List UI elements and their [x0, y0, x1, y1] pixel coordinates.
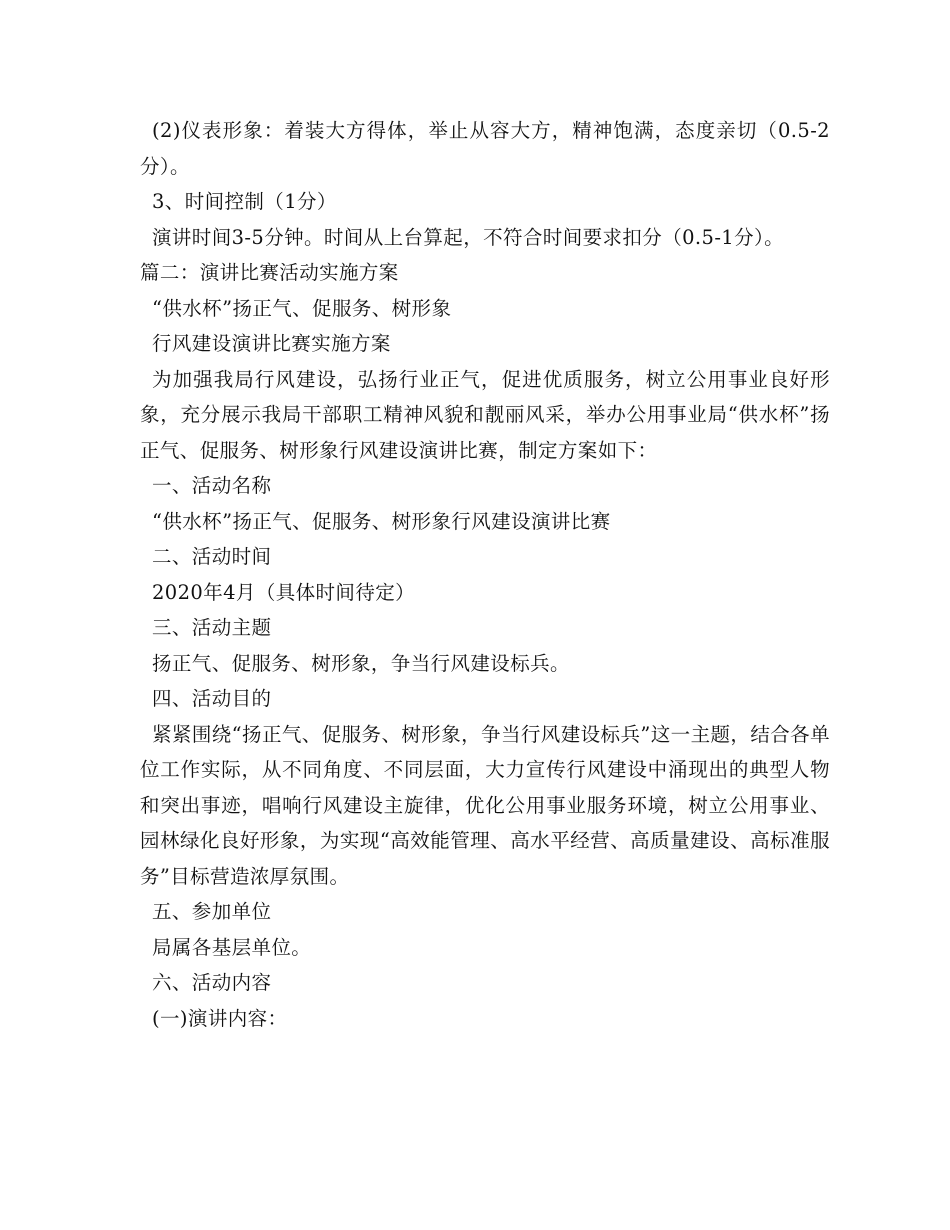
heading-activity-name: 一、活动名称 — [152, 474, 272, 497]
paragraph-speech-duration: 演讲时间3-5分钟。时间从上台算起，不符合时间要求扣分（0.5-1分）。 — [152, 225, 785, 249]
participants-value: 局属各基层单位。 — [152, 935, 312, 959]
chapter-title: 篇二：演讲比赛活动实施方案 — [140, 261, 399, 284]
heading-time-control: 3、时间控制（1分） — [152, 190, 337, 213]
document-page — [140, 113, 830, 1036]
plan-title-line-2: 行风建设演讲比赛实施方案 — [152, 332, 391, 355]
paragraph-activity-purpose: 紧紧围绕“扬正气、促服务、树形象，争当行风建设标兵”这一主题，结合各单位工作实际，从不同角度、不同层面，大力宣传行风建设中涌现出的典型人物和突出事迹，唱响行风建设主旋律，优化公用事业服务环境，树立公用事业、园林绿化良好形象，为实现“高效能管理、高水平经营、高质量建设、高标准服务”目标营造浓厚氛围。 — [140, 722, 830, 888]
heading-activity-theme: 三、活动主题 — [152, 616, 272, 639]
heading-participants: 五、参加单位 — [152, 900, 272, 923]
activity-theme-value: 扬正气、促服务、树形象，争当行风建设标兵。 — [152, 651, 570, 675]
heading-activity-purpose: 四、活动目的 — [152, 687, 272, 710]
paragraph-appearance-score: (2)仪表形象：着装大方得体，举止从容大方，精神饱满，态度亲切（0.5-2分）。 — [140, 119, 830, 178]
activity-time-value: 2020年4月（具体时间待定） — [152, 580, 416, 604]
heading-activity-content: 六、活动内容 — [152, 971, 272, 994]
paragraph-intro: 为加强我局行风建设，弘扬行业正气，促进优质服务，树立公用事业良好形象，充分展示我局干部职工精神风貌和靓丽风采，举办公用事业局“供水杯”扬正气、促服务、树形象行风建设演讲比赛，制定方案如下： — [140, 367, 830, 462]
activity-name-value: “供水杯”扬正气、促服务、树形象行风建设演讲比赛 — [152, 509, 611, 533]
subheading-speech-content: (一)演讲内容： — [152, 1006, 288, 1030]
heading-activity-time: 二、活动时间 — [152, 545, 272, 568]
plan-title-line-1: “供水杯”扬正气、促服务、树形象 — [152, 296, 452, 320]
